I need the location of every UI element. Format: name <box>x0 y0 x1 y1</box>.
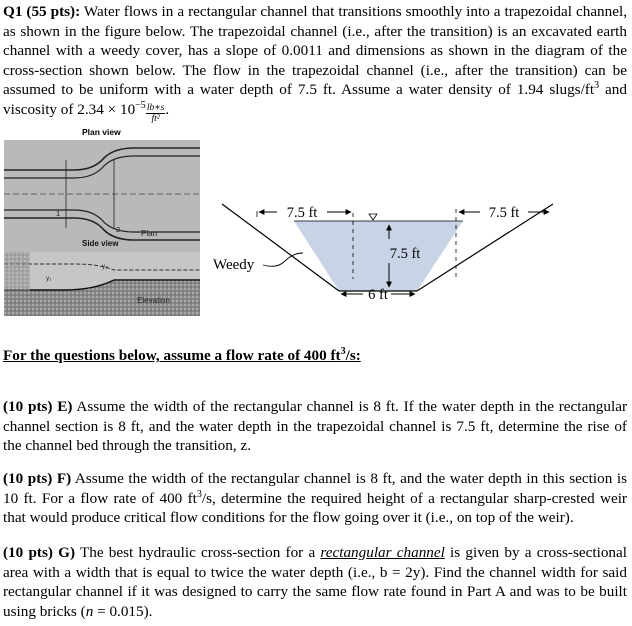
y2-label: y₂ <box>102 263 108 270</box>
part-f <box>3 469 627 528</box>
q1-sup3: 3 <box>594 80 600 92</box>
manning-n: n <box>85 602 94 620</box>
part-f-text2: /s, determine the required height of a rectangular sharp-crested weir that would produce critical flow conditions for the flow going over it (i.e., on top of the weir). <box>3 489 627 527</box>
heading-end: /s: <box>345 347 361 364</box>
water-area-trapezoid <box>294 221 463 291</box>
flow-rate-heading <box>3 347 361 365</box>
transition-figure <box>4 140 200 316</box>
depth-dimension: 7.5 ft <box>389 246 421 262</box>
question-q1-text <box>3 2 627 124</box>
fraction-denominator: ft² <box>151 113 160 124</box>
fraction-numerator: lb∗s <box>146 102 165 113</box>
part-g <box>3 543 627 621</box>
part-f-label: (10 pts) F) <box>3 470 72 487</box>
trapezoid-cross-section <box>205 195 625 315</box>
part-g-text3: = 0.015). <box>93 602 153 620</box>
elevation-label: Elevation <box>137 296 170 305</box>
viscosity-unit-fraction <box>146 103 166 124</box>
plan-label: Plan <box>141 229 158 238</box>
q1-viscosity-text: and viscosity of 2.34 × 10 <box>3 81 627 118</box>
upstream-wall-hatch <box>4 252 30 292</box>
weedy-label: Weedy <box>213 257 255 273</box>
heading-sup: 3 <box>340 345 346 357</box>
plan-view-label: Plan view <box>82 127 121 137</box>
part-e-label: (10 pts) E) <box>3 398 73 415</box>
part-g-label: (10 pts) G) <box>3 544 76 561</box>
water-surface-symbol <box>369 214 377 220</box>
q1-exponent: −5 <box>135 99 146 111</box>
rectangular-channel-emphasis: rectangular channel <box>320 544 445 561</box>
q1-label: Q1 (55 pts): <box>3 3 81 20</box>
label-1-plan: 1 <box>56 209 61 218</box>
part-e <box>3 397 627 456</box>
top-left-dimension: 7.5 ft <box>286 205 318 221</box>
part-g-text2: is given by a cross-sectional area with a width that is equal to twice the water depth (i.e., b = 2y). Find the channel width for said rectangular channel if it was designed to carry the same flow rate found in Part A and was to be built using bricks ( <box>3 544 627 620</box>
bottom-width-dimension: 6 ft <box>368 287 388 303</box>
part-f-sup: 3 <box>196 488 202 500</box>
part-e-text: Assume the width of the rectangular channel is 8 ft. If the water depth in the rectangular channel section is 8 ft, and the water depth in the trapezoidal channel is 7.5 ft, determine the rise of the channel bed through the transition, z. <box>3 398 628 455</box>
q1-end: . <box>165 100 170 118</box>
q1-body: Water flows in a rectangular channel that transitions smoothly into a trapezoidal channel, as shown in the figure below. The trapezoidal channel (i.e., after the transition) is an excavated earth channel with a weedy cover, has a slope of 0.0011 and dimensions as shown in the diagram of the cross-section shown below. The flow in the trapezoidal channel (i.e., after the transition) can be assumed to be uniform with a water depth of 7.5 ft. Assume a water density of 1.94 slugs/ft <box>3 3 628 99</box>
part-g-text1: The best hydraulic cross-section for a <box>75 544 321 561</box>
side-view-label: Side view <box>82 239 119 248</box>
heading-text: For the questions below, assume a flow rate of 400 ft <box>3 347 341 364</box>
part-f-text1: Assume the width of the rectangular channel is 8 ft, and the water depth in this section is 10 ft. For a flow rate of 400 ft <box>3 470 627 507</box>
label-2-plan: 2 <box>116 225 121 234</box>
top-right-dimension: 7.5 ft <box>488 205 520 221</box>
y1-label: y₁ <box>46 275 52 282</box>
